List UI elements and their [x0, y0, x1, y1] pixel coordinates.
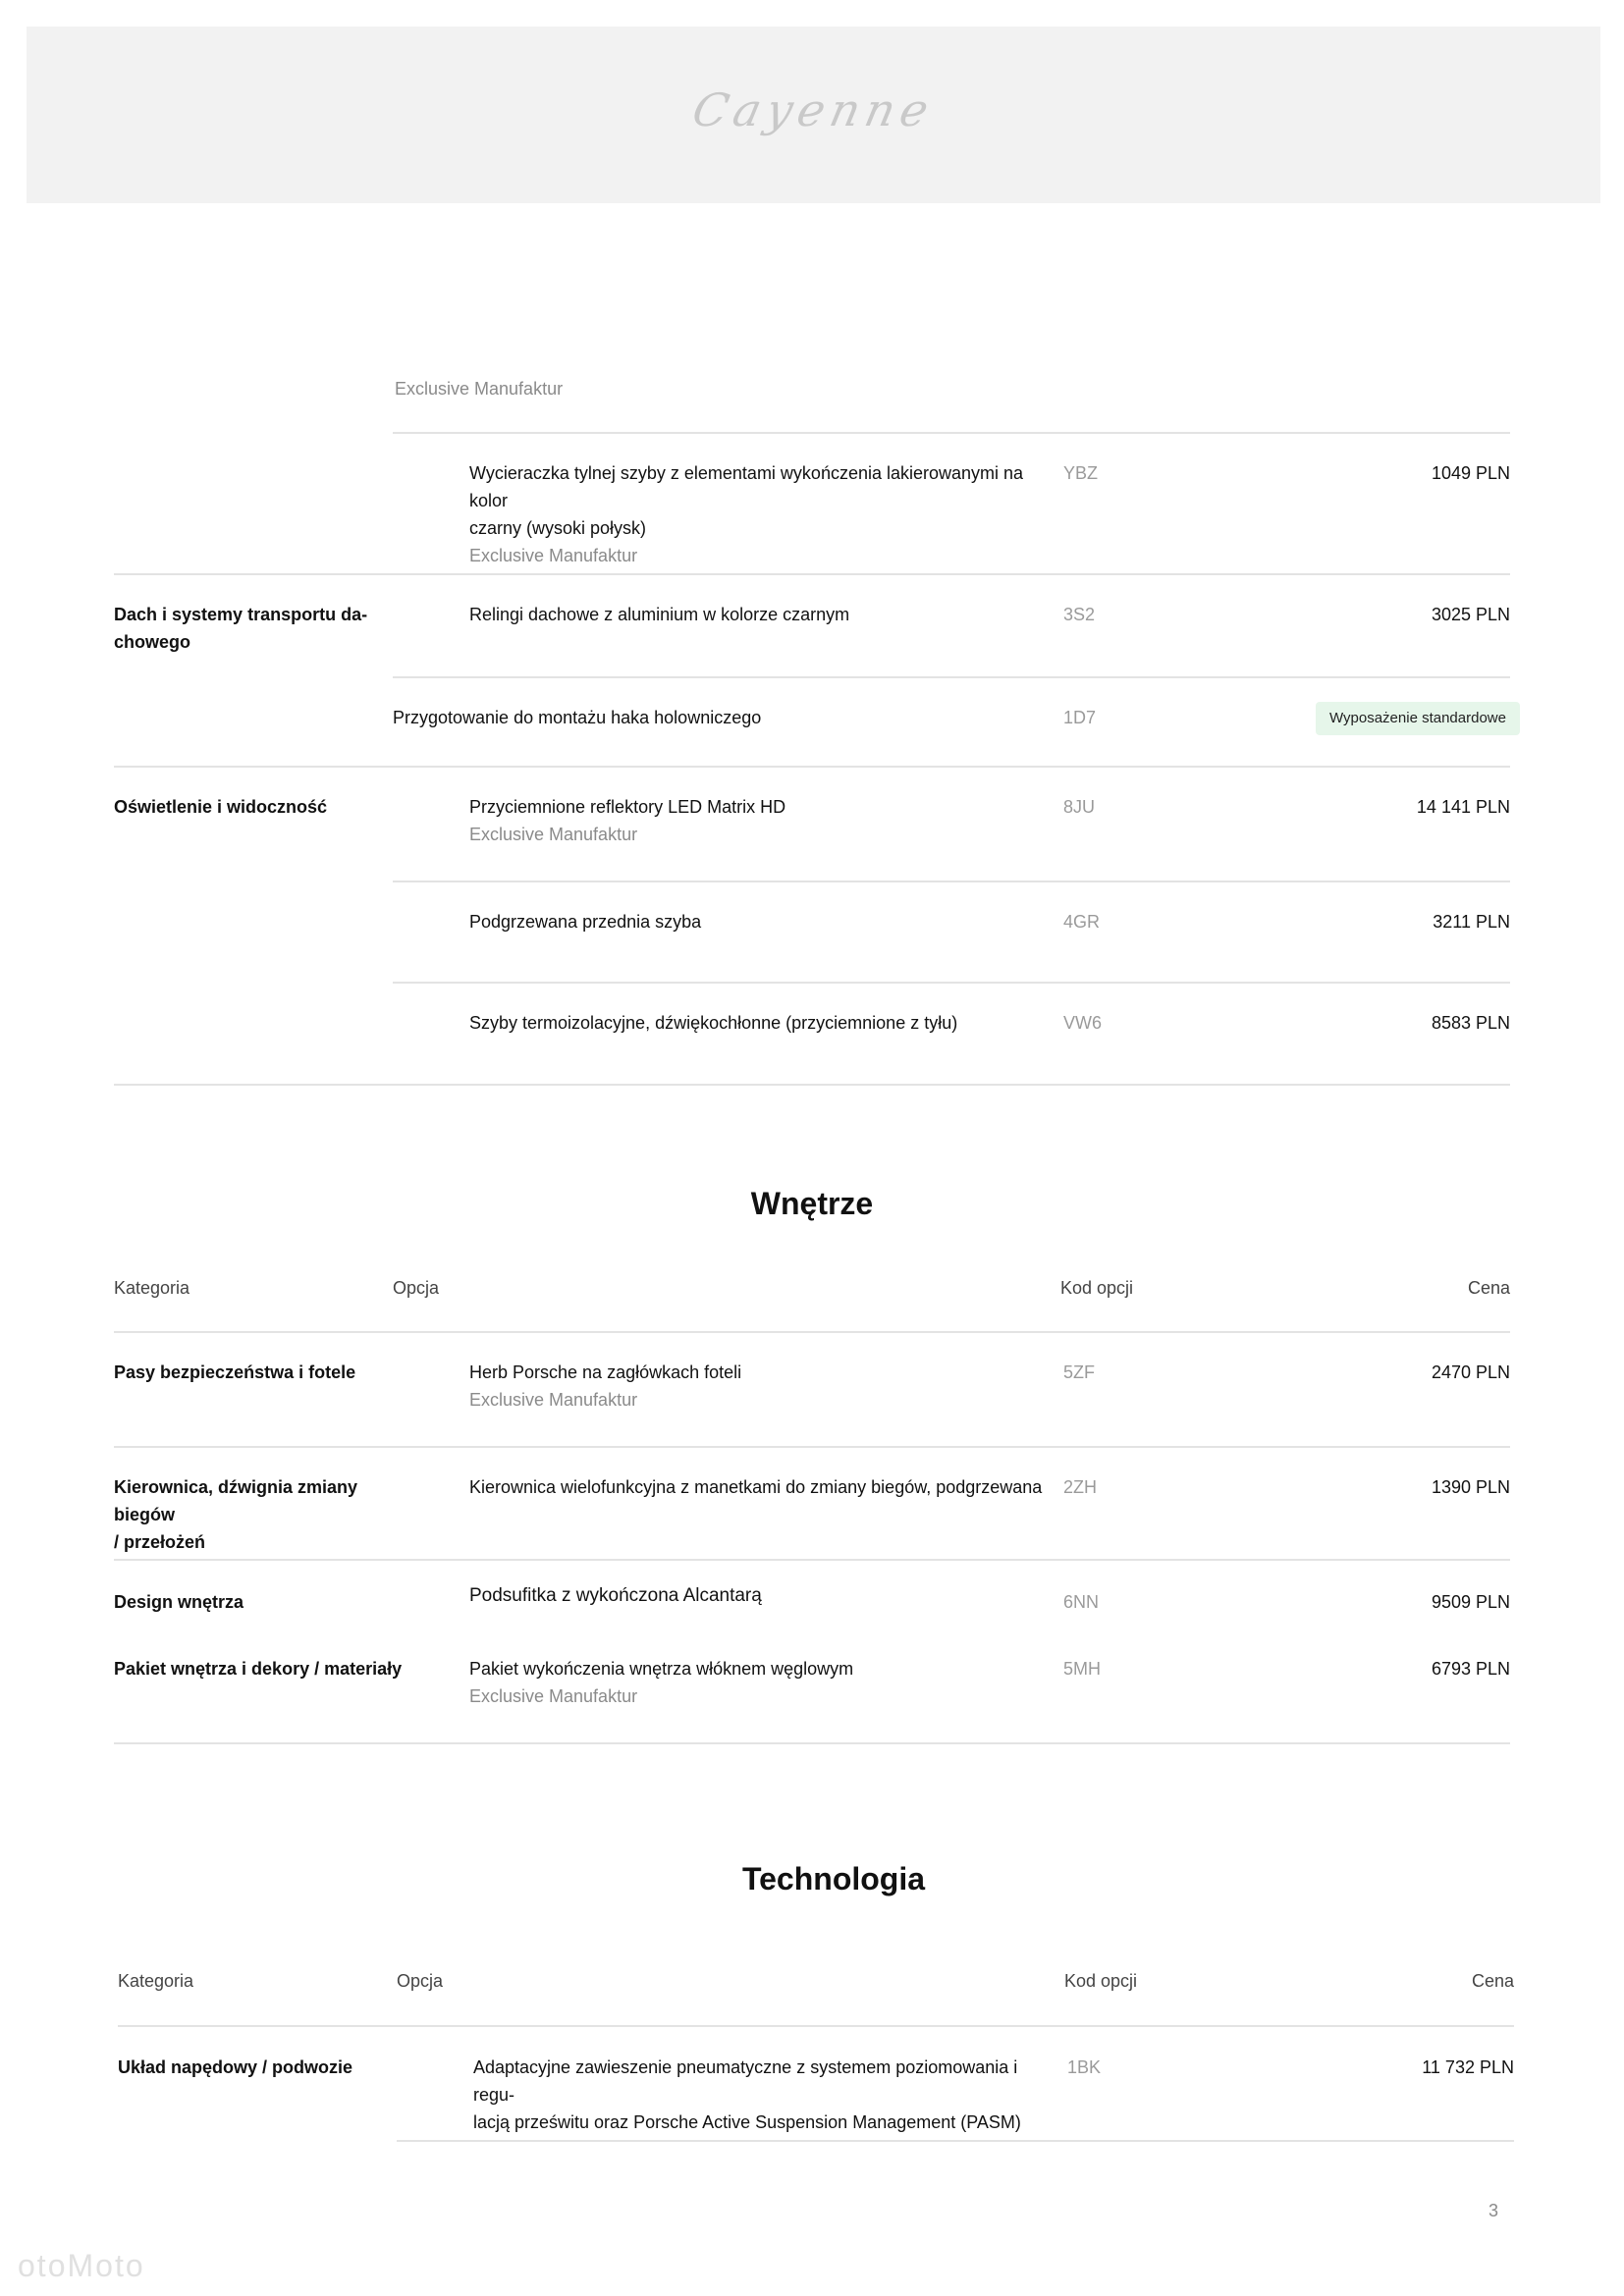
option-price: 1390 PLN [1431, 1477, 1510, 1497]
option-code: YBZ [1063, 463, 1099, 483]
option-code: 8JU [1063, 797, 1096, 817]
cayenne-logo: Cayenne [687, 83, 940, 136]
column-header-code: Kod opcji [1060, 1278, 1134, 1298]
category-label: Dach i systemy transportu da- chowego [114, 605, 368, 652]
column-header-price: Cena [1467, 1278, 1510, 1298]
option-name: Adaptacyjne zawieszenie pneumatyczne z systemem poziomowania i regu- lacją prześwitu oraz Porsche Active Suspension Management (PASM) [473, 2057, 1021, 2132]
option-name: Podgrzewana przednia szyba [469, 912, 702, 932]
category-label: Kierownica, dźwignia zmiany biegów / przełożeń [114, 1477, 358, 1552]
column-header-category: Kategoria [114, 1278, 190, 1298]
divider [118, 2025, 1514, 2027]
divider [393, 881, 1510, 882]
header-band [27, 27, 1600, 203]
divider [114, 1084, 1510, 1086]
column-header-price: Cena [1471, 1971, 1514, 1991]
option-name: Podsufitka z wykończona Alcantarą [469, 1585, 762, 1606]
option-code: 5ZF [1063, 1362, 1096, 1382]
divider [393, 982, 1510, 984]
category-label: Układ napędowy / podwozie [118, 2057, 353, 2077]
divider [114, 1559, 1510, 1561]
divider [114, 766, 1510, 768]
page-number: 3 [1489, 2201, 1499, 2220]
section-title-interior: Wnętrze [750, 1186, 874, 1221]
option-name: Kierownica wielofunkcyjna z manetkami do zmiany biegów, podgrzewana [469, 1477, 1043, 1497]
section-sub-label: Exclusive Manufaktur [395, 379, 564, 399]
column-header-option: Opcja [393, 1278, 440, 1298]
option-name: Przygotowanie do montażu haka holowniczego [393, 708, 762, 727]
column-header-code: Kod opcji [1064, 1971, 1138, 1991]
watermark-logo: otoMoto [18, 2248, 145, 2283]
divider [114, 1742, 1510, 1744]
option-name: Herb Porsche na zagłówkach foteli Exclusive Manufaktur [469, 1362, 742, 1410]
option-price: 9509 PLN [1431, 1592, 1510, 1612]
divider [393, 676, 1510, 678]
category-label: Design wnętrza [114, 1592, 244, 1612]
option-name: Przyciemnione reflektory LED Matrix HD Exclusive Manufaktur [469, 797, 786, 844]
option-price: 6793 PLN [1431, 1659, 1510, 1679]
column-header-option: Opcja [397, 1971, 444, 1991]
option-name: Szyby termoizolacyjne, dźwiękochłonne (przyciemnione z tyłu) [469, 1013, 958, 1033]
option-code: 1D7 [1063, 708, 1097, 727]
section-title-technology: Technologia [741, 1861, 926, 1896]
option-price: 3025 PLN [1431, 605, 1510, 624]
divider [393, 432, 1510, 434]
category-label: Oświetlenie i widoczność [114, 797, 328, 817]
divider [114, 1331, 1510, 1333]
category-label: Pakiet wnętrza i dekory / materiały [114, 1659, 403, 1679]
option-code: 2ZH [1063, 1477, 1098, 1497]
option-price: 8583 PLN [1431, 1013, 1510, 1033]
option-code: 5MH [1063, 1659, 1102, 1679]
divider [114, 573, 1510, 575]
standard-equipment-badge: Wyposażenie standardowe [1316, 702, 1520, 735]
option-name: Relingi dachowe z aluminium w kolorze czarnym [469, 605, 850, 624]
option-price: 3211 PLN [1433, 912, 1510, 932]
option-price: 1049 PLN [1431, 463, 1510, 483]
divider [397, 2140, 1514, 2142]
option-code: 4GR [1063, 912, 1101, 932]
option-code: VW6 [1063, 1013, 1103, 1033]
category-label: Pasy bezpieczeństwa i fotele [114, 1362, 356, 1382]
option-code: 3S2 [1063, 605, 1096, 624]
option-code: 6NN [1063, 1592, 1100, 1612]
option-price: 11 732 PLN [1422, 2057, 1514, 2077]
option-code: 1BK [1067, 2057, 1102, 2077]
divider [114, 1446, 1510, 1448]
column-header-category: Kategoria [118, 1971, 194, 1991]
option-name: Wycieraczka tylnej szyby z elementami wykończenia lakierowanymi na kolor czarny (wysoki połysk) Exclusive Manufaktur [469, 463, 1024, 565]
option-name: Pakiet wykończenia wnętrza włóknem węglowym Exclusive Manufaktur [469, 1659, 854, 1706]
option-price: 14 141 PLN [1416, 797, 1510, 817]
option-price: 2470 PLN [1431, 1362, 1510, 1382]
